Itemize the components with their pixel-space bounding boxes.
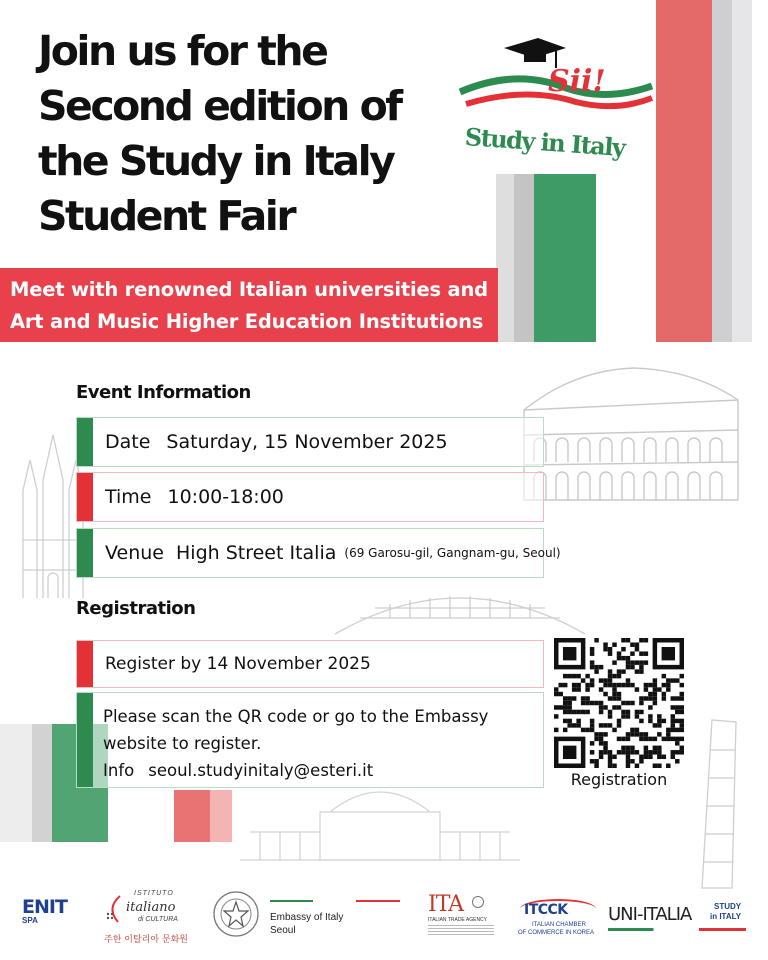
enit-logo-mark: ENIT [22,896,67,918]
colosseum-sketch [514,360,744,510]
venue-value: High Street Italia [176,542,337,564]
red-accent-bar [77,473,93,521]
deco-stripe-green-short [534,174,596,342]
uni-italia-text: UNI-ITALIA [608,904,692,925]
itcck-logo-mark: ITCCK [524,902,568,918]
time-value: 10:00-18:00 [167,486,284,508]
uni-italia-flag-bar [608,928,746,931]
ita-logo-mark: ITA [428,892,464,917]
uni-italia-logo [608,902,758,938]
deco-stripe-red-low [174,790,210,842]
deco-stripe-red-tall [656,0,712,342]
ita-fine-print [428,925,494,935]
ita-line-1: ITALIAN TRADE AGENCY [428,917,487,923]
venue-label: Venue [105,542,164,564]
contact-email[interactable]: seoul.studyinitaly@esteri.it [148,761,374,780]
iic-line-2: italiano [126,900,176,915]
iic-korean: 주한 이탈리아 문화원 [104,935,188,945]
registration-qr-code[interactable] [554,638,684,768]
embassy-logo [270,900,400,940]
iic-logo [104,888,196,948]
time-row [76,472,544,522]
highlight-banner [0,268,498,342]
ita-badge-icon [472,896,484,908]
itcck-line-1: ITALIAN CHAMBER [532,922,586,928]
uni-italia-study: STUDY [714,902,742,911]
leaning-tower-sketch [688,712,748,892]
date-value: Saturday, 15 November 2025 [166,431,448,453]
badge-text: Study in Italy [463,122,626,163]
green-accent-bar [77,693,93,787]
deco-stripe-grey-tall [712,0,732,342]
green-accent-bar [77,529,93,577]
uni-italia-in-italy: in ITALY [710,912,742,921]
deadline-row [76,640,544,688]
title-line-3: the Study in Italy [38,137,394,185]
enit-logo [22,896,72,940]
bridge-sketch [330,568,590,638]
deco-stripe-grey-low-2 [32,724,52,842]
red-accent-bar [77,641,93,687]
embassy-line-1: Embassy of Italy [270,912,344,923]
deadline-text: Register by 14 November 2025 [105,654,371,674]
green-accent-bar [77,418,93,466]
badge-mark: Sii! [548,64,606,99]
date-row [76,417,544,467]
embassy-line-2: Seoul [270,925,296,936]
venue-address: (69 Garosu-gil, Gangnam-gu, Seoul) [344,546,561,560]
registration-line-1: Please scan the QR code or go to the Embassy [103,707,489,726]
itcck-line-2: OF COMMERCE IN KOREA [518,930,595,936]
italian-emblem-icon [212,890,260,938]
banner-line-2: Art and Music Higher Education Institutions [10,310,484,333]
registration-info-box [76,692,544,788]
qr-caption: Registration [570,770,668,789]
title-line-2: Second edition of [38,82,401,130]
iic-line-1: ISTITUTO [134,890,174,897]
iic-line-3: di CULTURA [138,916,178,923]
embassy-flag-line [270,900,400,902]
venue-row [76,528,561,578]
deco-stripe-grey-low [0,724,32,842]
time-label: Time [105,486,152,508]
registration-line-2: website to register. [103,734,262,753]
event-info-heading: Event Information [76,382,251,403]
iic-emblem-icon [104,894,124,924]
info-label: Info [103,761,135,780]
banner-line-1: Meet with renowned Italian universities and [10,278,488,301]
title-line-1: Join us for the [38,27,327,75]
itcck-logo [518,896,598,946]
ita-logo [428,892,500,942]
registration-heading: Registration [76,598,196,619]
deco-stripe-grey-short [496,174,514,342]
deco-stripe-grey-short-2 [514,174,534,342]
date-label: Date [105,431,151,453]
title-line-4: Student Fair [38,192,295,240]
page-title [38,24,498,244]
study-in-italy-logo [456,28,656,168]
deco-stripe-red-low-2 [210,790,232,842]
enit-logo-sub: SPA [22,916,38,925]
deco-stripe-grey-tall-2 [732,0,752,342]
